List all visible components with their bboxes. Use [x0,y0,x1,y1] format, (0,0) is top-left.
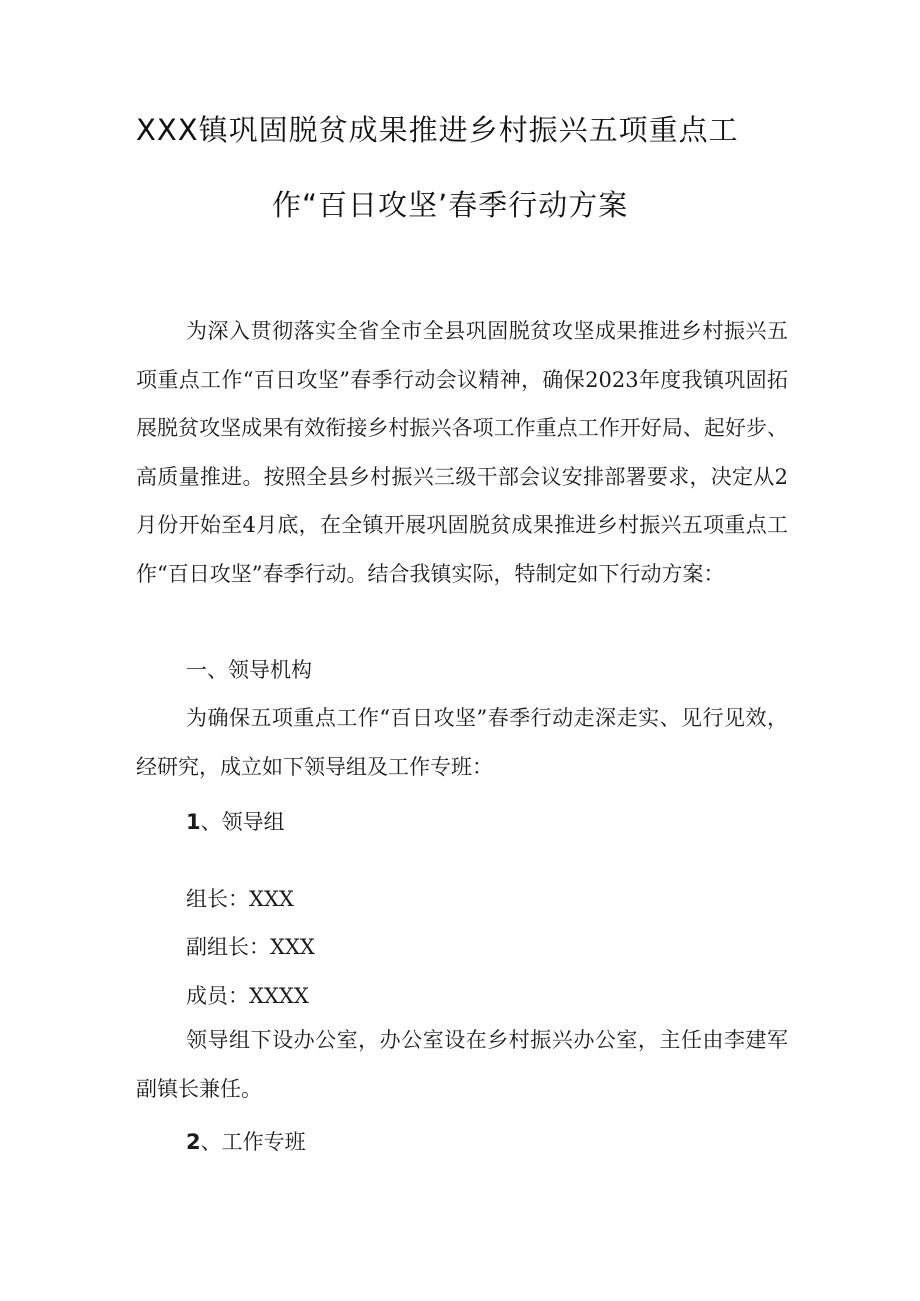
section-heading-leadership: 一、领导机构 [186,658,312,682]
subheading-label: 、领导组 [200,810,285,834]
deputy-group-leader: 副组长：XXX [186,935,315,959]
leadership-paragraph: 为确保五项重点工作“百日攻坚”春季行动走深走实、见行见效，经研究，成立如下领导组及工作专班： [136,706,788,779]
document-title-line-2: 作“百日攻坚’春季行动方案 [272,188,629,222]
group-members: 成员：XXXX [186,984,309,1008]
subheading-number: 1 [186,810,201,834]
subheading-work-team [186,1126,306,1156]
subheading-number: 2 [186,1130,201,1154]
group-leader: 组长：XXX [186,887,294,911]
subheading-label: 、工作专班 [200,1130,306,1154]
office-paragraph: 领导组下设办公室，办公室设在乡村振兴办公室，主任由李建军副镇长兼任。 [136,1028,788,1101]
intro-paragraph: 为深入贯彻落实全省全市全县巩固脱贫攻坚成果推进乡村振兴五项重点工作“百日攻坚”春季行动会议精神，确保2023年度我镇巩固拓展脱贫攻坚成果有效衔接乡村振兴各项工作重点工作开好局、起好步、高质量推进。按照全县乡村振兴三级干部会议安排部署要求，决定从2月份开始至4月底，在全镇开展巩固脱贫成果推进乡村振兴五项重点工作“百日攻坚”春季行动。结合我镇实际，特制定如下行动方案： [136,319,788,586]
document-title-line-1: XXX镇巩固脱贫成果推进乡村振兴五项重点工 [136,113,739,147]
subheading-leading-group [186,806,285,836]
